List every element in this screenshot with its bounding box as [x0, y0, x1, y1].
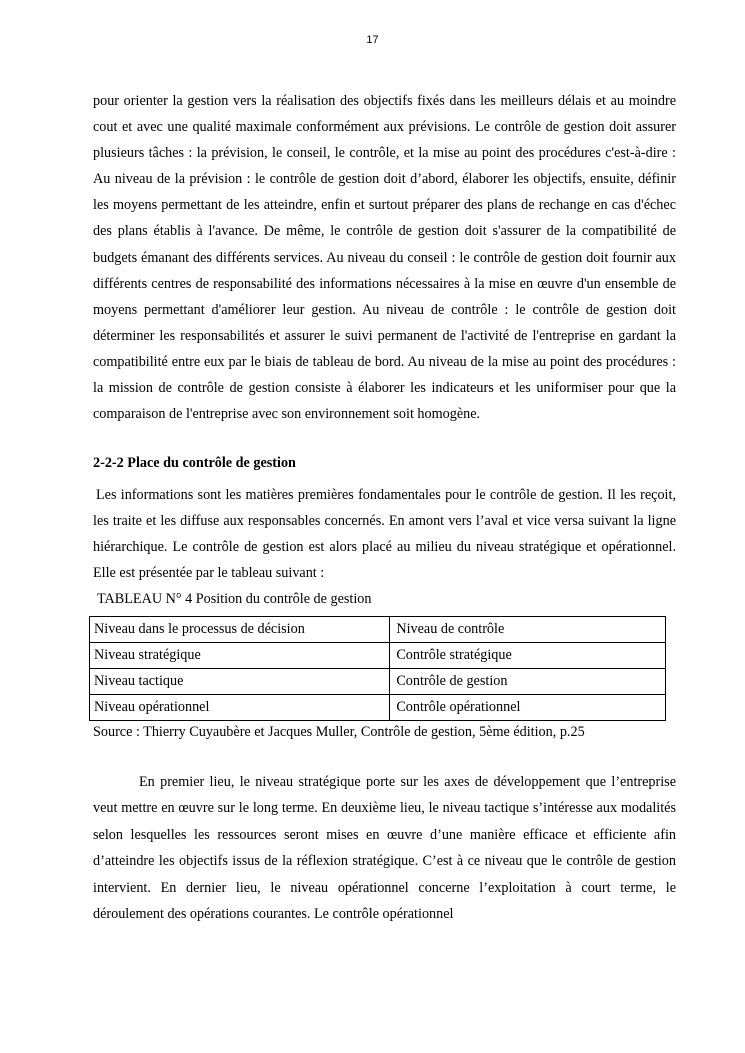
table-row [90, 695, 666, 721]
table-cell: Niveau tactique [90, 669, 390, 695]
paragraph-place-controle: Les informations sont les matières premières fondamentales pour le contrôle de gestion. Il les reçoit, les traite et les diffuse aux responsables concernés. En amont vers l’aval et vice versa suivant la ligne hiérarchique. Le contrôle de gestion est alors placé au milieu du niveau stratégique et opérationnel. Elle est présentée par le tableau suivant : [93, 487, 676, 582]
table-cell: Niveau opérationnel [90, 695, 390, 721]
table-source: Source : Thierry Cuyaubère et Jacques Muller, Contrôle de gestion, 5ème édition, p.25 [93, 724, 585, 740]
section-heading: 2-2-2 Place du contrôle de gestion [93, 455, 296, 471]
table-caption: TABLEAU N° 4 Position du contrôle de gestion [97, 591, 372, 607]
position-table [89, 616, 666, 721]
table-cell: Contrôle stratégique [390, 643, 666, 669]
table-cell: Niveau stratégique [90, 643, 390, 669]
table-row [90, 669, 666, 695]
paragraph-niveaux: En premier lieu, le niveau stratégique porte sur les axes de développement que l’entreprise veut mettre en œuvre sur le long terme. En deuxième lieu, le niveau tactique s’intéresse aux modalités selon lesquelles les ressources seront mises en œuvre d’une manière efficace et efficiente afin d’atteindre les objectifs issus de la réflexion stratégique. C’est à ce niveau que le contrôle de gestion intervient. En dernier lieu, le niveau opérationnel concerne l’exploitation à court terme, le déroulement des opérations courantes. Le contrôle opérationnel [93, 774, 676, 923]
table-cell: Contrôle opérationnel [390, 695, 666, 721]
paragraph-prevision-conseil-controle: pour orienter la gestion vers la réalisation des objectifs fixés dans les meilleurs délais et au moindre cout et avec une qualité maximale conformément aux prévisions. Le contrôle de gestion doit assurer plusieurs tâches : la prévision, le conseil, le contrôle, et la mise au point des procédures c'est-à-dire : Au niveau de la prévision : le contrôle de gestion doit d’abord, élaborer les objectifs, ensuite, définir les moyens permettant de les atteindre, enfin et surtout préparer des plans de rechange en cas d'échec des plans établis à l'avance. De même, le contrôle de gestion doit s'assurer de la compatibilité de budgets émanant des différents services. Au niveau du conseil : le contrôle de gestion doit fournir aux différents centres de responsabilité des informations nécessaires à la mise en œuvre d'un ensemble de moyens permettant d'améliorer leur gestion. Au niveau de contrôle : le contrôle de gestion doit déterminer les responsabilités et assurer le suivi permanent de l'activité de l'entreprise en gardant la compatibilité entre eux par le biais de tableau de bord. Au niveau de la mise au point des procédures : la mission de contrôle de gestion consiste à élaborer les indicateurs et les uniformiser pour que la comparaison de l'entreprise avec son environnement soit homogène. [93, 93, 676, 423]
table-header-cell: Niveau dans le processus de décision [90, 617, 390, 643]
table-header-cell: Niveau de contrôle [390, 617, 666, 643]
page-number: 17 [366, 34, 379, 46]
table-header-row [90, 617, 666, 643]
table-cell: Contrôle de gestion [390, 669, 666, 695]
table-row [90, 643, 666, 669]
